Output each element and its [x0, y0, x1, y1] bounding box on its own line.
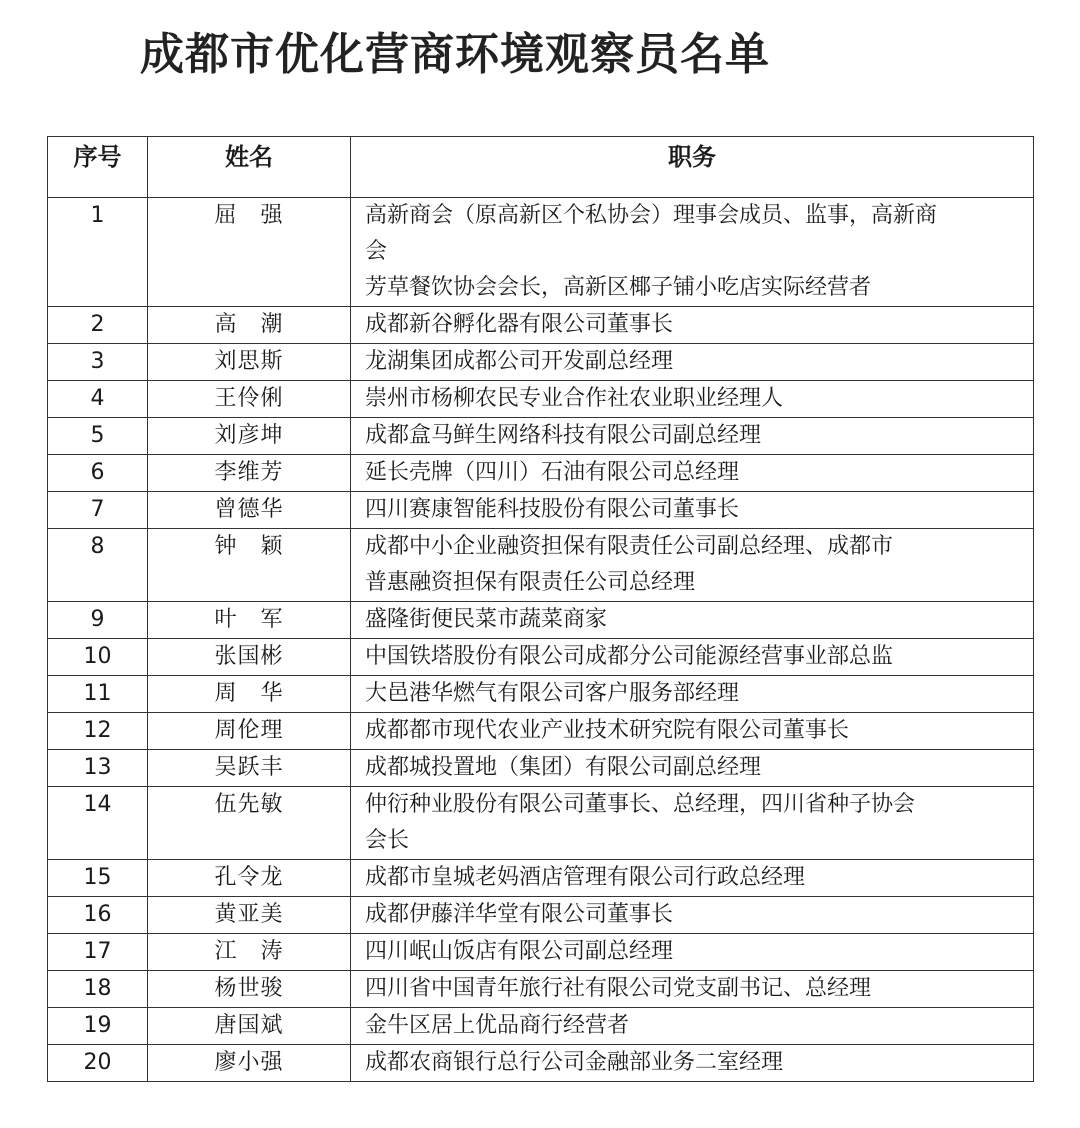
row-position [351, 713, 1034, 750]
table-row [48, 418, 1034, 455]
row-name: 唐国斌 [148, 1008, 351, 1045]
table-row [48, 492, 1034, 529]
position-line: 普惠融资担保有限责任公司总经理 [365, 570, 696, 595]
row-position [351, 307, 1034, 344]
row-number: 8 [48, 529, 148, 602]
position-line: 金牛区居上优品商行经营者 [365, 1013, 630, 1038]
position-line: 芳草餐饮协会会长，高新区椰子铺小吃店实际经营者 [365, 275, 872, 300]
row-position [351, 344, 1034, 381]
position-line: 四川赛康智能科技股份有限公司董事长 [365, 497, 740, 522]
row-position [351, 1008, 1034, 1045]
row-name: 王伶俐 [148, 381, 351, 418]
header-num: 序号 [48, 137, 148, 198]
row-number: 3 [48, 344, 148, 381]
position-line: 盛隆街便民菜市蔬菜商家 [365, 607, 608, 632]
position-line: 崇州市杨柳农民专业合作社农业职业经理人 [365, 386, 784, 411]
row-position [351, 971, 1034, 1008]
row-name: 张国彬 [148, 639, 351, 676]
row-name: 周 华 [148, 676, 351, 713]
row-number: 17 [48, 934, 148, 971]
row-number: 19 [48, 1008, 148, 1045]
position-line: 四川省中国青年旅行社有限公司党支副书记、总经理 [365, 976, 872, 1001]
table-row [48, 1008, 1034, 1045]
table-row [48, 860, 1034, 897]
row-name: 黄亚美 [148, 897, 351, 934]
row-number: 11 [48, 676, 148, 713]
row-number: 13 [48, 750, 148, 787]
row-number: 16 [48, 897, 148, 934]
header-name: 姓名 [148, 137, 351, 198]
position-line: 大邑港华燃气有限公司客户服务部经理 [365, 681, 740, 706]
row-number: 15 [48, 860, 148, 897]
position-line: 成都城投置地（集团）有限公司副总经理 [365, 755, 762, 780]
position-line: 四川岷山饭店有限公司副总经理 [365, 939, 674, 964]
table-header-row [48, 137, 1034, 198]
row-number: 7 [48, 492, 148, 529]
row-number: 12 [48, 713, 148, 750]
position-line: 延长壳牌（四川）石油有限公司总经理 [365, 460, 740, 485]
row-name: 杨世骏 [148, 971, 351, 1008]
table-row [48, 639, 1034, 676]
row-number: 14 [48, 787, 148, 860]
row-position [351, 1045, 1034, 1082]
row-name: 孔令龙 [148, 860, 351, 897]
position-line: 会长 [365, 828, 410, 853]
position-line: 高新商会（原高新区个私协会）理事会成员、监事，高新商 [365, 203, 938, 228]
position-line: 成都新谷孵化器有限公司董事长 [365, 312, 674, 337]
table-row [48, 344, 1034, 381]
table-row [48, 381, 1034, 418]
row-name: 叶 军 [148, 602, 351, 639]
row-position [351, 934, 1034, 971]
table-row [48, 676, 1034, 713]
row-number: 20 [48, 1045, 148, 1082]
row-number: 2 [48, 307, 148, 344]
row-number: 9 [48, 602, 148, 639]
table-row [48, 713, 1034, 750]
page-title: 成都市优化营商环境观察员名单 [140, 29, 770, 80]
position-line: 会 [365, 239, 388, 264]
row-position [351, 418, 1034, 455]
row-name: 江 涛 [148, 934, 351, 971]
row-position [351, 860, 1034, 897]
row-position [351, 381, 1034, 418]
position-line: 中国铁塔股份有限公司成都分公司能源经营事业部总监 [365, 644, 894, 669]
row-position [351, 492, 1034, 529]
row-name: 李维芳 [148, 455, 351, 492]
row-position [351, 529, 1034, 602]
position-line: 仲衍种业股份有限公司董事长、总经理，四川省种子协会 [365, 792, 916, 817]
row-name: 吴跃丰 [148, 750, 351, 787]
row-number: 4 [48, 381, 148, 418]
row-position [351, 455, 1034, 492]
position-line: 成都市皇城老妈酒店管理有限公司行政总经理 [365, 865, 806, 890]
row-number: 10 [48, 639, 148, 676]
table-row [48, 934, 1034, 971]
table-row [48, 198, 1034, 307]
row-position [351, 897, 1034, 934]
row-number: 5 [48, 418, 148, 455]
row-name: 屈 强 [148, 198, 351, 307]
observer-table [47, 136, 1034, 1082]
row-name: 曾德华 [148, 492, 351, 529]
table-row [48, 971, 1034, 1008]
row-position [351, 602, 1034, 639]
position-line: 成都中小企业融资担保有限责任公司副总经理、成都市 [365, 534, 894, 559]
position-line: 成都都市现代农业产业技术研究院有限公司董事长 [365, 718, 850, 743]
table-row [48, 897, 1034, 934]
table-row [48, 1045, 1034, 1082]
position-line: 成都盒马鲜生网络科技有限公司副总经理 [365, 423, 762, 448]
position-line: 成都农商银行总行公司金融部业务二室经理 [365, 1050, 784, 1075]
row-name: 廖小强 [148, 1045, 351, 1082]
row-name: 钟 颖 [148, 529, 351, 602]
row-name: 周伦理 [148, 713, 351, 750]
row-name: 刘思斯 [148, 344, 351, 381]
row-number: 18 [48, 971, 148, 1008]
row-position [351, 787, 1034, 860]
row-position [351, 750, 1034, 787]
table-row [48, 787, 1034, 860]
row-position [351, 198, 1034, 307]
header-position: 职务 [351, 137, 1034, 198]
table-row [48, 750, 1034, 787]
table-row [48, 307, 1034, 344]
row-name: 刘彦坤 [148, 418, 351, 455]
row-name: 伍先敏 [148, 787, 351, 860]
table-row [48, 529, 1034, 602]
row-position [351, 676, 1034, 713]
table-row [48, 455, 1034, 492]
row-position [351, 639, 1034, 676]
table-body [48, 198, 1034, 1082]
row-number: 6 [48, 455, 148, 492]
row-number: 1 [48, 198, 148, 307]
row-name: 高 潮 [148, 307, 351, 344]
position-line: 成都伊藤洋华堂有限公司董事长 [365, 902, 674, 927]
position-line: 龙湖集团成都公司开发副总经理 [365, 349, 674, 374]
table-row [48, 602, 1034, 639]
